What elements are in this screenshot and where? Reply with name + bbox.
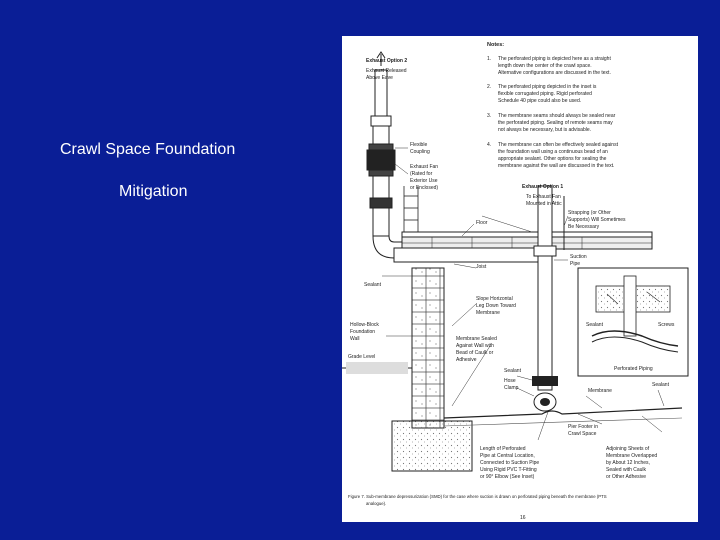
note-2-line-2: flexible corrugated piping. Rigid perforated [498, 91, 592, 97]
label-hose-1: Hose [504, 378, 516, 384]
exhaust-pipe-mid [373, 126, 389, 144]
membrane-line [444, 408, 682, 418]
note-3-line-3: not always be necessary, but is advisable. [498, 127, 592, 133]
label-flexible-2: Coupling [410, 149, 430, 155]
label-hollow-1: Hollow-Block [350, 322, 379, 328]
label-pier-2: Crawl Space [568, 431, 597, 437]
label-slope-1: Slope Horizontal [476, 296, 513, 302]
label-grade-level: Grade Level [348, 354, 376, 360]
suction-pipe [538, 186, 552, 390]
label-fan-2: (Rated for [410, 171, 433, 177]
label-exhaust-to-2: Mounted in Attic [526, 201, 562, 207]
label-length-5: or 90° Elbow (See Inset) [480, 474, 535, 480]
notes-heading: Notes: [487, 42, 505, 48]
label-adjoining-4: Sealed with Caulk [606, 467, 647, 473]
note-3-number: 3. [487, 113, 492, 119]
diagram-figure [342, 36, 698, 522]
hose-clamp [532, 376, 558, 386]
note-1-line-2: length down the center of the crawl space. [498, 63, 592, 69]
label-length-1: Length of Perforated [480, 446, 526, 452]
pipe-coupling-lower [370, 198, 392, 208]
label-membrane-sealed-4: Adhesive [456, 357, 477, 363]
note-1-line-3: Alternative configurations are discussed in the text. [498, 70, 611, 76]
slide-title-line-1: Crawl Space Foundation [60, 141, 236, 158]
slide-title-line-2: Mitigation [119, 183, 188, 200]
flexible-coupling-top [369, 144, 393, 150]
label-membrane-sealed-2: Against Wall with [456, 343, 494, 349]
pipe-coupling-upper [371, 116, 391, 126]
hollow-block-foundation-wall [412, 268, 444, 428]
suction-pipe-tee [534, 246, 556, 256]
horizontal-pipe-leg [394, 248, 544, 262]
label-membrane-sealed-3: Bead of Caulk or [456, 350, 494, 356]
exhaust-pipe-bottom [373, 208, 389, 236]
label-adjoining-3: by About 12 Inches, [606, 460, 650, 466]
label-exhaust-released-2: Above Eave [366, 75, 393, 81]
label-hose-2: Clamp [504, 385, 519, 391]
notes-block [487, 42, 619, 169]
label-hollow-2: Foundation [350, 329, 376, 335]
label-hollow-3: Wall [350, 336, 360, 342]
exhaust-pipe-lower [373, 176, 389, 198]
label-strapping-3: Be Necessary [568, 224, 600, 230]
label-exhaust-to-1: To Exhaust Fan [526, 194, 561, 200]
note-3-line-2: the perforated piping. Sealing of remote seams may [498, 120, 613, 126]
note-4-line-4: membrane against the wall are discussed in the text. [498, 163, 615, 169]
figure-caption-line-2: analogue). [366, 501, 387, 506]
label-adjoining-1: Adjoining Sheets of [606, 446, 650, 452]
label-perforated-piping: Perforated Piping [614, 366, 653, 372]
exhaust-stack [367, 70, 402, 258]
label-fan-1: Exhaust Fan [410, 164, 439, 170]
note-2-number: 2. [487, 84, 492, 90]
label-length-4: Using Rigid PVC T-Fitting [480, 467, 537, 473]
flexible-coupling-bottom [369, 170, 393, 176]
note-3-line-1: The membrane seams should always be sealed near [498, 113, 616, 119]
label-floor: Floor [476, 220, 488, 226]
label-slope-3: Membrane [476, 310, 500, 316]
label-adjoining-5: or Other Adhesive [606, 474, 647, 480]
label-strapping-1: Strapping (or Other [568, 210, 611, 216]
label-membrane: Membrane [588, 388, 612, 394]
label-sealant-right: Sealant [652, 382, 669, 388]
label-sealant-left: Sealant [364, 282, 381, 288]
label-pier-1: Pier Footer in [568, 424, 599, 430]
label-suction-2: Pipe [570, 261, 581, 267]
label-adjoining-2: Membrane Overlapped [606, 453, 658, 459]
label-joist: Joist [476, 264, 487, 270]
label-inset-screws: Screws [658, 322, 675, 328]
note-4-number: 4. [487, 142, 492, 148]
label-exhaust-option-2: Exhaust Option 2 [366, 58, 408, 64]
label-membrane-sealed-1: Membrane Sealed [456, 336, 497, 342]
note-2-line-1: The perforated piping depicted in the inset is [498, 84, 597, 90]
label-exhaust-option-1: Exhaust Option 1 [522, 184, 564, 190]
label-flexible-1: Flexible [410, 142, 428, 148]
label-length-2: Pipe at Central Location, [480, 453, 535, 459]
label-sealant-mid: Sealant [504, 368, 521, 374]
note-4-line-2: the foundation wall using a continuous bead of an [498, 149, 608, 155]
page-number: 16 [520, 515, 526, 521]
floor-structure [402, 232, 652, 249]
label-suction-1: Suction [570, 254, 587, 260]
grade-soil [346, 362, 408, 374]
label-fan-4: or Enclosed) [410, 185, 439, 191]
note-2-line-3: Schedule 40 pipe could also be used. [498, 98, 582, 104]
label-exhaust-released-1: Exhaust Released [366, 68, 407, 74]
label-fan-3: Exterior Use [410, 178, 438, 184]
note-1-number: 1. [487, 56, 492, 62]
label-inset-sealant: Sealant [586, 322, 603, 328]
footing [392, 421, 472, 471]
note-4-line-1: The membrane can often be effectively sealed against [498, 142, 618, 148]
figure-caption-line-1: Figure 7. Sub-membrane depressurization (SMD) for the case where suction is drawn on perforated piping beneath the membrane (PTS [348, 494, 607, 499]
label-strapping-2: Supports) Will Sometimes [568, 217, 626, 223]
house-wall [404, 186, 418, 236]
label-slope-2: Leg Down Toward [476, 303, 516, 309]
perforated-pipe-hole [540, 398, 550, 406]
exhaust-fan [367, 150, 395, 170]
diagram-drawing [342, 36, 698, 522]
label-length-3: Connected to Suction Pipe [480, 460, 540, 466]
note-1-line-1: The perforated piping is depicted here as a straight [498, 56, 611, 62]
note-4-line-3: appropriate sealant. Other options for sealing the [498, 156, 607, 162]
